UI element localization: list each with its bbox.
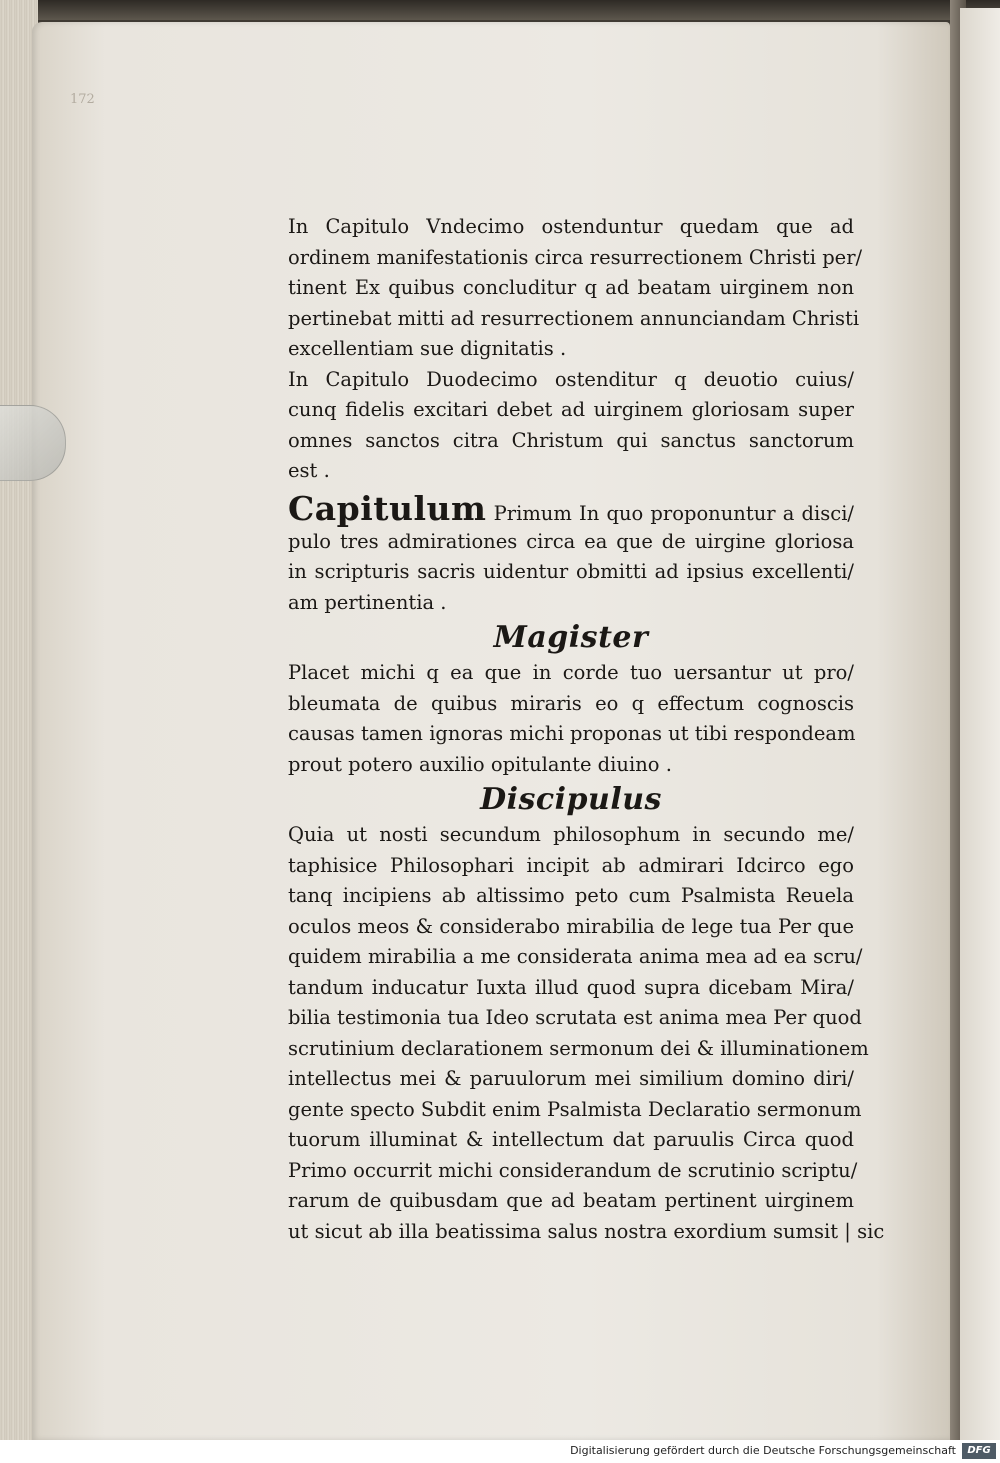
text-line: intellectus mei & paruulorum mei similium domino diri/	[288, 1067, 854, 1090]
heading-discipulus: Discipulus	[480, 782, 662, 817]
text-line: bilia testimonia tua Ideo scrutata est anima mea Per quod	[288, 1006, 862, 1029]
text-line: bleumata de quibus miraris eo q effectum cognoscis	[288, 691, 854, 715]
plastic-page-holder	[0, 405, 66, 481]
text-line: scrutinium declarationem sermonum dei & illuminationem	[288, 1036, 869, 1060]
right-page-edge	[960, 8, 1000, 1440]
printed-text-block	[288, 212, 885, 1247]
text-line: tuorum illuminat & intellectum dat paruulis Circa quod	[288, 1128, 854, 1151]
paragraph-chapter-twelve	[288, 365, 854, 487]
text-line: Quia ut nosti secundum philosophum in secundo me/	[288, 823, 854, 846]
footer-bar	[0, 1440, 1000, 1463]
text-line: pertinebat mitti ad resurrectionem annunciandam Christi	[288, 306, 860, 330]
folio-number: 172	[70, 92, 95, 107]
text-line: prout potero auxilio opitulante diuino .	[288, 752, 672, 776]
text-line: causas tamen ignoras michi proponas ut tibi respondeam	[288, 722, 856, 745]
magister-paragraph	[288, 658, 854, 780]
text-line: taphisice Philosophari incipit ab admirari Idcirco ego	[288, 853, 854, 877]
dfg-logo: DFG	[962, 1443, 996, 1459]
text-line: est .	[288, 459, 330, 482]
text-line: Primum In quo proponuntur a disci/	[493, 501, 855, 525]
text-line: gente specto Subdit enim Psalmista Declaratio sermonum	[288, 1097, 862, 1121]
text-line: tanq incipiens ab altissimo peto cum Psalmista Reuela	[288, 884, 854, 907]
text-line: quidem mirabilia a me considerata anima mea ad ea scru/	[288, 945, 863, 968]
footer-credit: Digitalisierung gefördert durch die Deutsche Forschungsgemeinschaft	[570, 1444, 956, 1457]
book-top-edge	[0, 0, 1000, 20]
text-line: Primo occurrit michi considerandum de scrutinio scriptu/	[288, 1158, 858, 1182]
text-line: omnes sanctos citra Christum qui sanctus sanctorum	[288, 428, 854, 452]
text-line: In Capitulo Duodecimo ostenditur q deuotio cuius/	[288, 367, 854, 391]
text-line: am pertinentia .	[288, 590, 447, 614]
chapter-title-line	[288, 488, 855, 528]
discipulus-paragraph	[288, 820, 885, 1247]
chapter-word: Capitulum	[288, 488, 487, 528]
chapter-one-paragraph	[288, 488, 855, 619]
text-line: cunq fidelis excitari debet ad uirginem gloriosam super	[288, 398, 854, 421]
text-line: tandum inducatur Iuxta illud quod supra dicebam Mira/	[288, 975, 854, 999]
paragraph-chapter-eleven	[288, 212, 863, 365]
text-line: In Capitulo Vndecimo ostenduntur quedam que ad	[288, 215, 854, 238]
text-line: oculos meos & considerabo mirabilia de lege tua Per que	[288, 914, 854, 938]
text-line: pulo tres admirationes circa ea que de uirgine gloriosa	[288, 529, 854, 553]
text-line: in scripturis sacris uidentur obmitti ad ipsius excellenti/	[288, 560, 854, 583]
text-line: tinent Ex quibus concluditur q ad beatam uirginem non	[288, 276, 854, 299]
heading-magister: Magister	[493, 620, 649, 655]
text-line: excellentiam sue dignitatis .	[288, 337, 567, 360]
text-line: ut sicut ab illa beatissima salus nostra exordium sumsit | sic	[288, 1219, 885, 1243]
text-line: Placet michi q ea que in corde tuo uersantur ut pro/	[288, 661, 854, 684]
text-line: rarum de quibusdam que ad beatam pertinent uirginem	[288, 1189, 854, 1212]
text-line: ordinem manifestationis circa resurrectionem Christi per/	[288, 245, 863, 269]
